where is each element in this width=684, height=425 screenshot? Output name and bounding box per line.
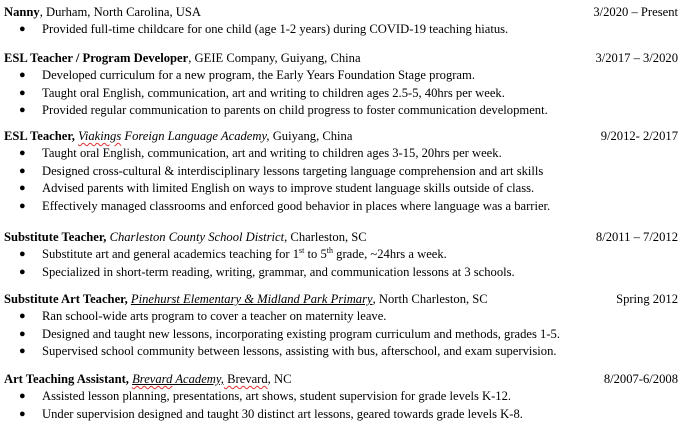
job-dates: 3/2017 – 3/2020: [595, 51, 678, 65]
organization: [131, 292, 373, 306]
bullet-text: Provided regular communication to parents on child progress to foster communication development.: [42, 103, 548, 117]
list-item: [0, 102, 684, 120]
job-dates: 8/2011 – 7/2012: [595, 230, 678, 244]
bullet-icon: ●: [19, 345, 26, 357]
bullet-text: Assisted lesson planning, presentations, art shows, student supervision for grade levels K-12.: [42, 389, 512, 403]
bullet-list: [0, 67, 684, 120]
list-item: [0, 308, 684, 326]
bullet-icon: ●: [19, 147, 26, 159]
list-item: [0, 180, 684, 198]
job-dates: 8/2007-6/2008: [603, 372, 678, 386]
list-item: [0, 198, 684, 216]
bullet-icon: ●: [19, 407, 26, 420]
list-item: [0, 326, 684, 344]
entry-header: [0, 371, 684, 388]
bullet-icon: ●: [19, 390, 26, 402]
job-location: , North Charleston, SC: [372, 292, 488, 306]
organization-name-part: Viakings: [78, 129, 122, 143]
job-location: Charleston, SC: [287, 230, 367, 244]
list-item: [0, 145, 684, 163]
bullet-text: Taught oral English, communication, art and writing to children ages 3-15, 20hrs per week.: [42, 146, 502, 160]
bullet-icon: ●: [19, 86, 26, 99]
resume-entry-nanny: [0, 4, 684, 39]
entry-heading: [4, 371, 291, 388]
entry-header: [0, 229, 684, 246]
bullet-icon: ●: [19, 182, 26, 194]
job-title: ESL Teacher / Program Developer: [4, 51, 189, 65]
resume-entry-substitute-art-teacher: [0, 291, 684, 361]
job-dates: 3/2020 – Present: [593, 5, 678, 19]
bullet-icon: ●: [19, 199, 26, 212]
job-location: , NC: [267, 372, 292, 386]
entry-header: [0, 128, 684, 145]
bullet-text: Under supervision designed and taught 30 distinct art lessons, geared towards grade levels K-8.: [42, 406, 523, 421]
resume-entry-art-teaching-assistant: [0, 371, 684, 423]
bullet-list: [0, 246, 684, 281]
bullet-text-part: grade, ~24hrs a week.: [333, 247, 447, 261]
job-location: , Durham, North Carolina, USA: [39, 5, 201, 19]
list-item: [0, 264, 684, 282]
entry-heading: [4, 4, 201, 21]
organization-name-rest: & Midland Park Primary: [241, 292, 373, 306]
list-item: [0, 406, 684, 424]
list-item: [0, 388, 684, 406]
entry-header: [0, 4, 684, 21]
bullet-icon: ●: [19, 164, 26, 177]
bullet-text: Supervised school community between lessons, assisting with bus, afterschool, and exam supervision.: [42, 344, 557, 358]
entry-heading: [4, 291, 488, 308]
job-location: , GEIE Company, Guiyang, China: [188, 51, 361, 65]
list-item: [0, 85, 684, 103]
job-location-city: Brevard: [223, 372, 268, 386]
organization: [78, 129, 269, 143]
entry-heading: [4, 50, 361, 67]
organization: Charleston County School District,: [109, 230, 288, 244]
organization: [132, 372, 224, 386]
bullet-icon: ●: [19, 310, 26, 322]
job-dates: 9/2012- 2/2017: [600, 129, 678, 143]
bullet-list: [0, 308, 684, 361]
bullet-list: [0, 388, 684, 423]
bullet-text: Specialized in short-term reading, writing, grammar, and communication lessons at 3 schools.: [42, 264, 515, 279]
job-title: Substitute Art Teacher,: [4, 292, 128, 306]
ordinal-suffix: th: [326, 245, 333, 255]
job-title: ESL Teacher,: [4, 129, 75, 143]
list-item: [0, 343, 684, 361]
list-item: [0, 163, 684, 181]
job-title: Art Teaching Assistant,: [4, 372, 129, 386]
bullet-text: Designed cross-cultural & interdisciplinary lessons targeting language comprehension and art skills: [42, 163, 544, 178]
bullet-text: Ran school-wide arts program to cover a teacher on maternity leave.: [42, 309, 387, 323]
bullet-icon: ●: [19, 104, 26, 116]
bullet-text: Designed and taught new lessons, incorporating existing program curriculum and methods, grades 1-5.: [42, 326, 560, 341]
list-item: [0, 246, 684, 264]
organization-name-part: Brevard: [132, 372, 173, 386]
bullet-text: [42, 247, 447, 261]
bullet-icon: ●: [19, 248, 26, 260]
bullet-text: Developed curriculum for a new program, the Early Years Foundation Stage program.: [42, 68, 475, 82]
job-dates: Spring 2012: [616, 292, 678, 306]
bullet-text: Effectively managed classrooms and enforced good behavior in places where language was a barrier.: [42, 198, 551, 213]
bullet-text-part: Substitute art and general academics teaching for 1: [42, 247, 300, 261]
entry-header: [0, 291, 684, 308]
bullet-list: [0, 145, 684, 215]
organization-name-part: Pinehurst Elementary: [130, 292, 242, 306]
resume-entry-esl-teacher-viakings: [0, 128, 684, 215]
organization-name-rest: Foreign Language Academy,: [121, 129, 270, 143]
ordinal-suffix: st: [299, 245, 305, 255]
job-title: Nanny: [4, 5, 40, 19]
bullet-icon: ●: [19, 265, 26, 278]
entry-heading: [4, 128, 352, 145]
list-item: [0, 67, 684, 85]
resume-entry-substitute-teacher: [0, 229, 684, 281]
bullet-icon: ●: [19, 69, 26, 81]
organization-name-rest: Academy,: [172, 372, 224, 386]
resume-entry-esl-program-developer: [0, 50, 684, 120]
bullet-text: Advised parents with limited English on ways to improve student language skills outside of class.: [42, 181, 535, 195]
bullet-text: Provided full-time childcare for one child (age 1-2 years) during COVID-19 teaching hiatus.: [42, 22, 509, 36]
job-location: Guiyang, China: [269, 129, 353, 143]
bullet-text: Taught oral English, communication, art and writing to children ages 2.5-5, 40hrs per week.: [42, 85, 505, 100]
bullet-icon: ●: [19, 327, 26, 340]
entry-heading: [4, 229, 367, 246]
list-item: [0, 21, 684, 39]
job-title: Substitute Teacher,: [4, 230, 107, 244]
bullet-list: [0, 21, 684, 39]
entry-header: [0, 50, 684, 67]
bullet-text-part: to 5: [304, 247, 327, 261]
bullet-icon: ●: [19, 23, 26, 35]
